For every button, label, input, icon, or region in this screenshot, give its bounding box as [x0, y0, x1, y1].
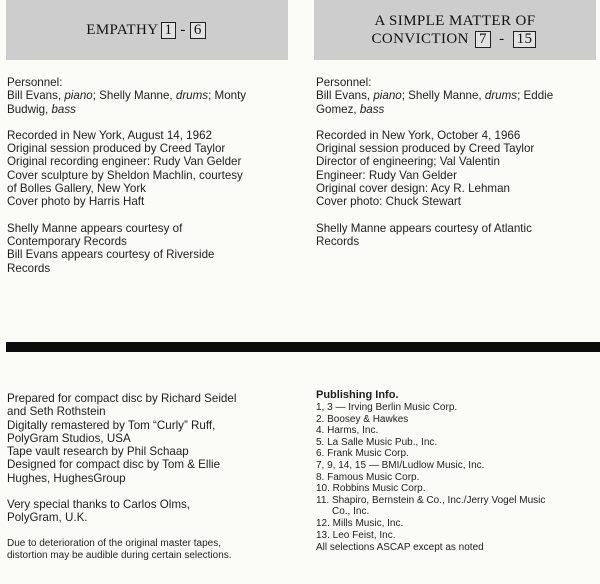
publishing-info: [316, 389, 596, 554]
credit-line: Director of engineering; Val Valentin: [316, 155, 500, 169]
range-dash: -: [499, 31, 505, 47]
credit-line: Digitally remastered by Tom “Curly” Ruff,: [7, 418, 216, 432]
courtesy-line: Shelly Manne appears courtesy of: [7, 221, 183, 235]
conviction-title-line2: [372, 30, 539, 48]
track-end-box: 15: [513, 31, 537, 48]
publisher-item: 7, 9, 14, 15 — BMI/Ludlow Music, Inc.: [316, 459, 485, 471]
range-dash: -: [180, 22, 186, 38]
publishing-title: Publishing Info.: [316, 389, 399, 401]
publishing-footer: All selections ASCAP except as noted: [316, 542, 484, 554]
publisher-item: 4. Harms, Inc.: [316, 425, 379, 437]
thanks-line: Very special thanks to Carlos Olms,: [7, 498, 190, 512]
empathy-header: [6, 0, 288, 60]
credit-line: Cover photo by Harris Haft: [7, 195, 145, 209]
personnel-line: Bill Evans, piano; Shelly Manne, drums; Eddie: [316, 89, 554, 103]
track-start-box: 7: [475, 31, 491, 48]
publisher-item: 1, 3 — Irving Berlin Music Corp.: [316, 402, 458, 413]
personnel-label: Personnel:: [7, 76, 63, 89]
credit-line: Designed for compact disc by Tom & Ellie: [7, 458, 221, 472]
publisher-item: 5. La Salle Music Pub., Inc.: [316, 436, 438, 448]
conviction-title-word: CONVICTION: [371, 31, 469, 47]
conviction-header: [314, 0, 596, 60]
courtesy-line: Records: [7, 261, 51, 275]
credit-line: Original cover design: Acy R. Lehman: [316, 182, 510, 196]
credit-line: Recorded in New York, October 4, 1966: [316, 128, 521, 142]
credit-line: Original recording engineer: Rudy Van Gelder: [7, 155, 242, 169]
credit-line: Prepared for compact disc by Richard Seidel: [7, 392, 237, 405]
courtesy-line: Bill Evans appears courtesy of Riverside: [7, 248, 215, 262]
publisher-item: 2. Boosey & Hawkes: [316, 413, 409, 425]
distortion-note: Due to deterioration of the original master tapes,: [7, 537, 222, 549]
personnel-line: Bill Evans, piano; Shelly Manne, drums; Monty: [7, 89, 247, 103]
personnel-line: Budwig, bass: [7, 102, 76, 116]
personnel-line: Gomez, bass: [316, 102, 385, 116]
credit-line: Original session produced by Creed Taylor: [7, 142, 226, 156]
credit-line: Engineer: Rudy Van Gelder: [316, 168, 457, 182]
courtesy-line: Contemporary Records: [7, 234, 127, 248]
courtesy-line: Records: [316, 234, 360, 248]
publisher-item-continued: Co., Inc.: [332, 506, 370, 518]
credit-line: of Bolles Gallery, New York: [7, 182, 146, 196]
credit-line: Cover photo: Chuck Stewart: [316, 195, 461, 209]
publisher-item: 12. Mills Music, Inc.: [316, 517, 404, 529]
production-credits: [7, 392, 297, 562]
track-start-box: 1: [161, 22, 177, 39]
personnel-label: Personnel:: [316, 76, 372, 89]
credit-line: and Seth Rothstein: [7, 405, 106, 419]
credit-line: Recorded in New York, August 14, 1962: [7, 128, 212, 142]
track-end-box: 6: [190, 22, 206, 39]
credit-line: Original session produced by Creed Taylor: [316, 142, 535, 156]
empathy-title: EMPATHY: [86, 22, 159, 38]
thanks-line: PolyGram, U.K.: [7, 511, 88, 525]
credit-line: Tape vault research by Phil Schaap: [7, 445, 189, 459]
credit-line: PolyGram Studios, USA: [7, 431, 131, 445]
conviction-credits: [316, 76, 600, 248]
courtesy-line: Shelly Manne appears courtesy of Atlantic: [316, 221, 532, 235]
publisher-item: 8. Famous Music Corp.: [316, 471, 420, 483]
publisher-item: 11. Shapiro, Bernstein & Co., Inc./Jerry Vogel Music: [316, 494, 546, 506]
conviction-title-line1: A SIMPLE MATTER OF: [374, 13, 536, 29]
empathy-credits: [7, 76, 297, 275]
publisher-item: 10. Robbins Music Corp.: [316, 483, 426, 495]
distortion-note: distortion may be audible during certain selections.: [7, 549, 232, 561]
publisher-item: 6. Frank Music Corp.: [316, 448, 409, 460]
section-divider: [6, 342, 600, 352]
credit-line: Cover sculpture by Sheldon Machlin, courtesy: [7, 168, 243, 182]
credit-line: Hughes, HughesGroup: [7, 471, 126, 485]
publisher-item: 13. Leo Feist, Inc.: [316, 529, 396, 541]
